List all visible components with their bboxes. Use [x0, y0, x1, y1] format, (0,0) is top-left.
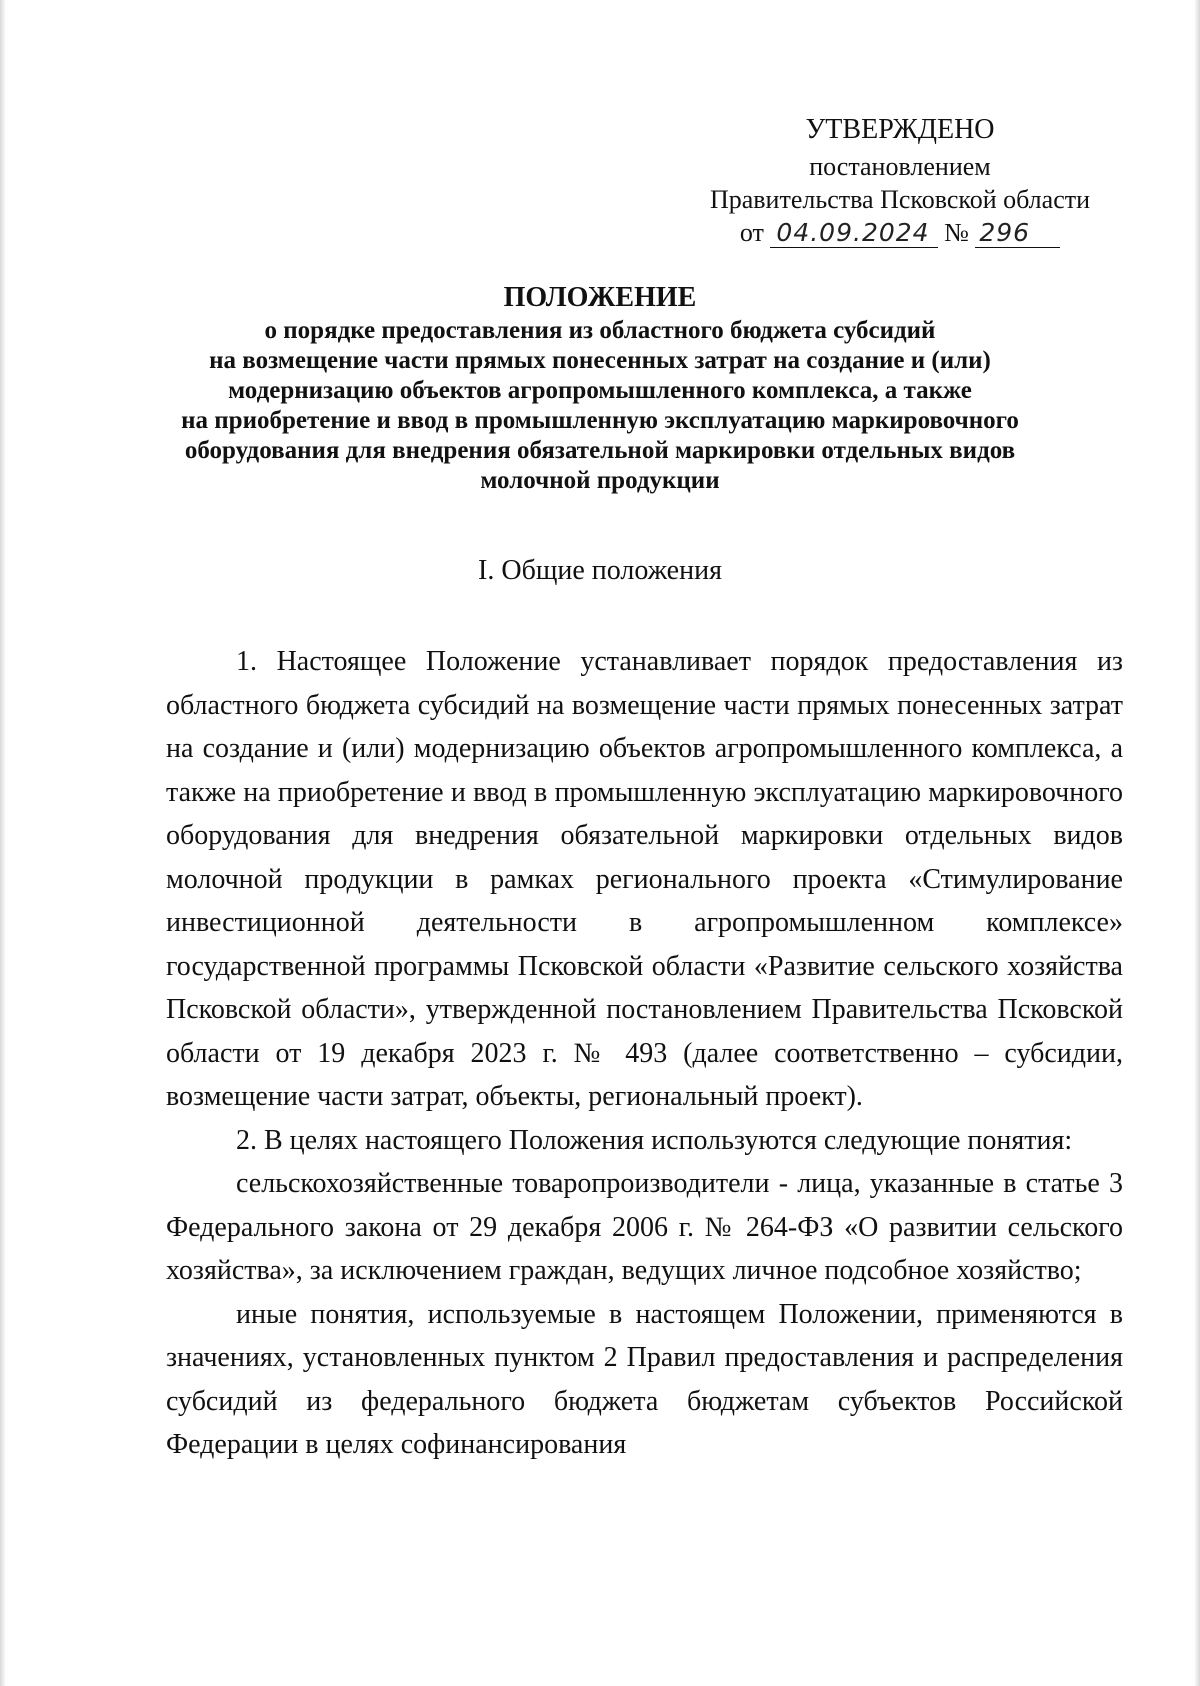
title-line: на приобретение и ввод в промышленную эксплуатацию маркировочного — [181, 407, 1019, 434]
definition-paragraph: сельскохозяйственные товаропроизводители - лица, указанные в статье 3 Федерального закона от 29 декабря 2006 г. № 264-ФЗ «О развитии сельского хозяйства», за исключением граждан, ведущих личное подсобное хозяйство; — [166, 1168, 1123, 1286]
title-line: на возмещение части прямых понесенных затрат на создание и (или) — [209, 347, 991, 374]
approval-reference — [740, 216, 1060, 249]
handwritten-number: 296 — [975, 219, 1060, 248]
date-prefix: от — [739, 218, 764, 247]
document-title-block — [150, 280, 1050, 496]
paragraph-2: 2. В целях настоящего Положения используются следующие понятия: — [236, 1124, 1073, 1156]
handwritten-date: 04.09.2024 — [770, 219, 937, 248]
definition-paragraph: иные понятия, используемые в настоящем Положении, применяются в значениях, установленных пунктом 2 Правил предоставления и распределения субсидий из федерального бюджета бюджетам субъектов Российской Федерации в целях софинансирования — [166, 1298, 1123, 1460]
document-title: ПОЛОЖЕНИЕ — [503, 282, 697, 313]
scan-edge-right — [1194, 0, 1200, 1686]
document-body — [166, 640, 1123, 1467]
title-line: о порядке предоставления из областного бюджета субсидий — [264, 317, 936, 344]
scan-edge-left — [0, 0, 6, 1686]
approval-by: постановлением — [809, 152, 991, 181]
title-line: модернизацию объектов агропромышленного комплекса, а также — [228, 377, 972, 404]
approval-block — [680, 110, 1120, 249]
section-heading: I. Общие положения — [478, 555, 722, 586]
approval-authority: Правительства Псковской области — [709, 185, 1091, 214]
approval-stamp-text: УТВЕРЖДЕНО — [805, 114, 995, 145]
paragraph-1: 1. Настоящее Положение устанавливает порядок предоставления из областного бюджета субсидий на возмещение части прямых понесенных затрат на создание и (или) модернизацию объектов агропромышленного комплекса, а также на приобретение и ввод в промышленную эксплуатацию маркировочного оборудования для внедрения обязательной маркировки отдельных видов молочной продукции в рамках регионального проекта «Стимулирование инвестиционной деятельности в агропромышленном комплексе» государственной программы Псковской области «Развитие сельского хозяйства Псковской области», утвержденной постановлением Правительства Псковской области от 19 декабря 2023 г. № 493 (далее соответственно – субсидии, возмещение части затрат, объекты, региональный проект). — [166, 646, 1123, 1112]
title-line: молочной продукции — [480, 467, 720, 494]
title-line: оборудования для внедрения обязательной маркировки отдельных видов — [184, 437, 1016, 464]
number-sign: № — [944, 218, 969, 247]
